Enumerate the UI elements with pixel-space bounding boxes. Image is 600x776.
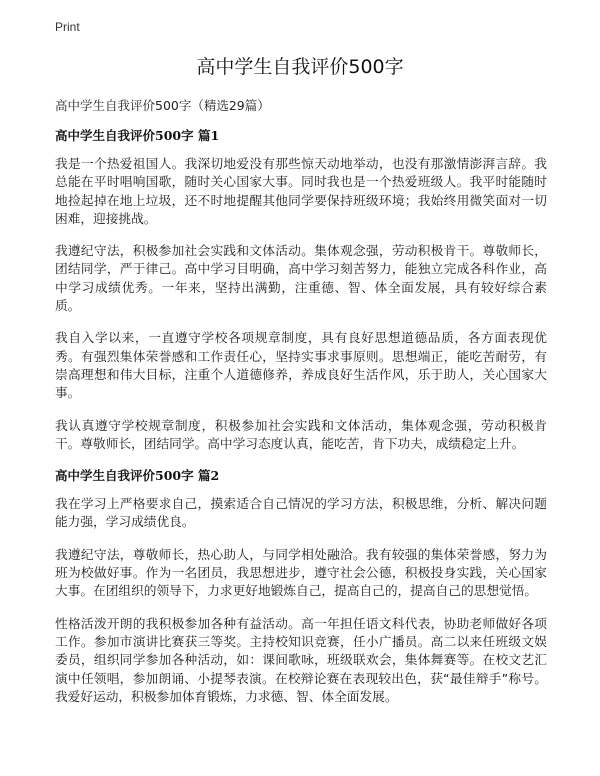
paragraph: 我在学习上严格要求自己，摸索适合自己情况的学习方法，积极思维，分析、解决问题能力强，学习成绩优良。	[55, 496, 547, 530]
page-title: 高中学生自我评价500字	[196, 56, 404, 78]
document-subtitle: 高中学生自我评价500字（精选29篇）	[55, 98, 270, 113]
paragraph: 性格活泼开朗的我积极参加各种有益活动。高一年担任语文科代表，协助老师做好各项工作。参加市演讲比赛获三等奖。主持校知识竞赛，任小广播员。高二以来任班级文娱委员，组织同学参加各种活动，如：课间歌咏，班级联欢会，集体舞赛等。在校文艺汇演中任领唱，参加朗诵、小提琴表演。在校辩论赛在表现较出色，获“最佳辩手”称号。我爱好运动，积极参加体育锻炼，力求德、智、体全面发展。	[55, 615, 547, 704]
paragraph: 我认真遵守学校规章制度，积极参加社会实践和文体活动，集体观念强，劳动积极肯干。尊敬师长，团结同学。高中学习态度认真，能吃苦，肯下功夫，成绩稳定上升。	[55, 417, 547, 451]
section-1	[55, 127, 547, 453]
document-body	[55, 97, 547, 720]
paragraph: 我遵纪守法，积极参加社会实践和文体活动。集体观念强，劳动积极肯干。尊敬师长，团结同学，严于律己。高中学习目明确，高中学习刻苦努力，能独立完成各科作业，高中学习成绩优秀。一年来，坚持出满勤，注重德、智、体全面发展，具有较好综合素质。	[55, 243, 547, 314]
section-heading: 高中学生自我评价500字 篇1	[55, 128, 220, 143]
section-2	[55, 467, 547, 706]
paragraph: 我是一个热爱祖国人。我深切地爱没有那些惊天动地举动，也没有那激情澎湃言辞。我总能在平时唱响国歌，随时关心国家大事。同时我也是一个热爱班级人。我平时能随时地捡起掉在地上垃圾，还不时地提醒其他同学要保持班级环境；我始终用微笑面对一切困难，迎接挑战。	[55, 156, 547, 226]
print-label[interactable]: Print	[55, 20, 80, 34]
section-heading: 高中学生自我评价500字 篇2	[55, 468, 220, 484]
paragraph: 我遵纪守法，尊敬师长，热心助人，与同学相处融洽。我有较强的集体荣誉感，努力为班为校做好事。作为一名团员，我思想进步，遵守社会公德，积极投身实践，关心国家大事。在团组织的领导下，力求更好地锻炼自己，提高自己的，提高自己的思想觉悟。	[55, 546, 547, 599]
paragraph: 我自入学以来，一直遵守学校各项规章制度，具有良好思想道德品质，各方面表现优秀。有强烈集体荣誉感和工作责任心，坚持实事求事原则。思想端正，能吃苦耐劳，有崇高理想和伟大目标，注重个人道德修养，养成良好生活作风，乐于助人，关心国家大事。	[55, 330, 547, 401]
